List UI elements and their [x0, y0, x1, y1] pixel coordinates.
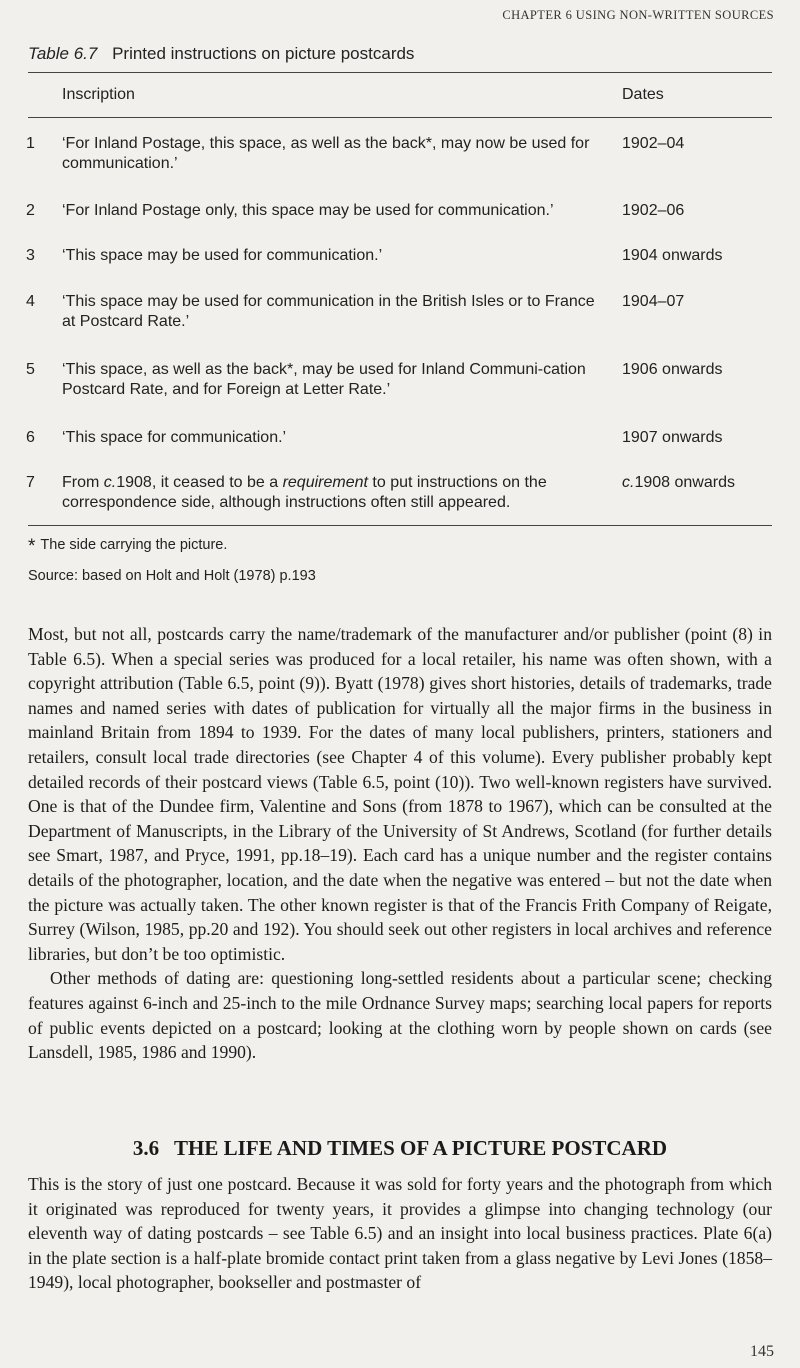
footnote-text: The side carrying the picture. — [40, 537, 228, 553]
row-dates: 1906 onwards — [622, 361, 723, 378]
inscription-emphasis: requirement — [282, 474, 368, 491]
paragraph: Most, but not all, postcards carry the name/trademark of the manufacturer and/or publisher (point (8) in Table 6.5). When a special series was produced for a local retailer, his name was often shown, with a copyright attribution (Table 6.5, point (9)). Byatt (1978) gives short histories, details of trademarks, trade names and named series with dates of publication for virtually all the major firms in the business in mainland Britain from 1894 to 1939. For the dates of many local publishers, printers, stationers and retailers, consult local trade directories (see Chapter 4 of this volume). Every publisher probably kept detailed records of their postcard views (Table 6.5, point (10)). Two well-known registers have survived. One is that of the Dundee firm, Valentine and Sons (from 1878 to 1967), which can be consulted at the Department of Manuscripts, in the Library of the University of St Andrews, Scotland (for further details see Smart, 1987, and Pryce, 1991, pp.18–19). Each card has a unique number and the register contains details of the photographer, location, and the date when the negative was entered – but not the date when the picture was actually taken. The other known register is that of the Francis Frith Company of Reigate, Surrey (Wilson, 1985, pp.20 and 192). You should seek out other registers in local archives and reference libraries, but don’t be too optimistic. — [28, 624, 772, 964]
section-heading — [0, 1136, 800, 1161]
row-dates: 1907 onwards — [622, 429, 723, 446]
row-inscription: ‘This space for communication.’ — [62, 429, 287, 446]
table-number: Table 6.7 — [28, 44, 98, 63]
row-inscription: ‘For Inland Postage only, this space may be used for communication.’ — [62, 202, 554, 219]
row-inscription: ‘This space, as well as the back*, may be used for Inland Communi-cation Postcard Rate, and for Foreign at Letter Rate.’ — [62, 361, 586, 398]
row-dates — [622, 473, 735, 493]
paragraph: Other methods of dating are: questioning long-settled residents about a particular scene; checking features against 6-inch and 25-inch to the mile Ordnance Survey maps; searching local papers for reports of public events depicted on a postcard; looking at the clothing worn by people shown on cards (see Lansdell, 1985, 1986 and 1990). — [28, 968, 772, 1063]
inscription-text: to put instructions on the correspondence side, although instructions often still appeared. — [62, 474, 547, 511]
footnote-marker: * — [28, 536, 36, 557]
inscription-text: 1908, it ceased to be a — [116, 474, 283, 491]
paragraph: This is the story of just one postcard. Because it was sold for forty years and the photograph from which it originated was reproduced for twenty years, it provides a glimpse into changing technology (our eleventh way of dating postcards – see Table 6.5) and an insight into local business practices. Plate 6(a) in the plate section is a half-plate bromide contact print taken from a glass negative by Levi Jones (1858–1949), local photographer, bookseller and postmaster of — [28, 1174, 772, 1293]
page-number: 145 — [750, 1343, 774, 1360]
row-number: 4 — [26, 293, 35, 310]
row-number: 3 — [26, 247, 35, 264]
row-number: 6 — [26, 429, 35, 446]
section-title: THE LIFE AND TIMES OF A PICTURE POSTCARD — [174, 1136, 668, 1160]
column-header-dates: Dates — [622, 86, 664, 103]
running-head: CHAPTER 6 USING NON-WRITTEN SOURCES — [502, 8, 774, 22]
row-dates: 1904–07 — [622, 293, 685, 310]
body-text — [28, 622, 772, 1065]
inscription-text: From — [62, 474, 104, 491]
dates-circa: c. — [622, 474, 635, 491]
row-dates: 1902–06 — [622, 202, 685, 219]
row-number: 7 — [26, 474, 35, 491]
row-dates: 1904 onwards — [622, 247, 723, 264]
table-source: Source: based on Holt and Holt (1978) p.193 — [28, 568, 316, 584]
section-number: 3.6 — [132, 1136, 160, 1160]
table-top-rule — [28, 72, 772, 73]
dates-text: 1908 onwards — [634, 474, 735, 491]
section-body-text — [28, 1172, 772, 1295]
row-number: 5 — [26, 361, 35, 378]
row-inscription: ‘This space may be used for communication.’ — [62, 247, 383, 264]
row-number: 1 — [26, 135, 35, 152]
table-bottom-rule — [28, 525, 772, 526]
table-header-rule — [28, 117, 772, 118]
row-dates: 1902–04 — [622, 135, 685, 152]
column-header-inscription: Inscription — [62, 86, 135, 103]
inscription-circa: c. — [103, 474, 117, 491]
row-number: 2 — [26, 202, 35, 219]
table-footnote — [28, 536, 772, 558]
row-inscription — [62, 473, 598, 513]
table-caption — [28, 44, 414, 64]
table-title: Printed instructions on picture postcards — [112, 44, 415, 63]
row-inscription: ‘This space may be used for communication in the British Isles or to France at Postcard Rate.’ — [62, 293, 595, 330]
row-inscription: ‘For Inland Postage, this space, as well as the back*, may now be used for communication.’ — [62, 135, 590, 172]
